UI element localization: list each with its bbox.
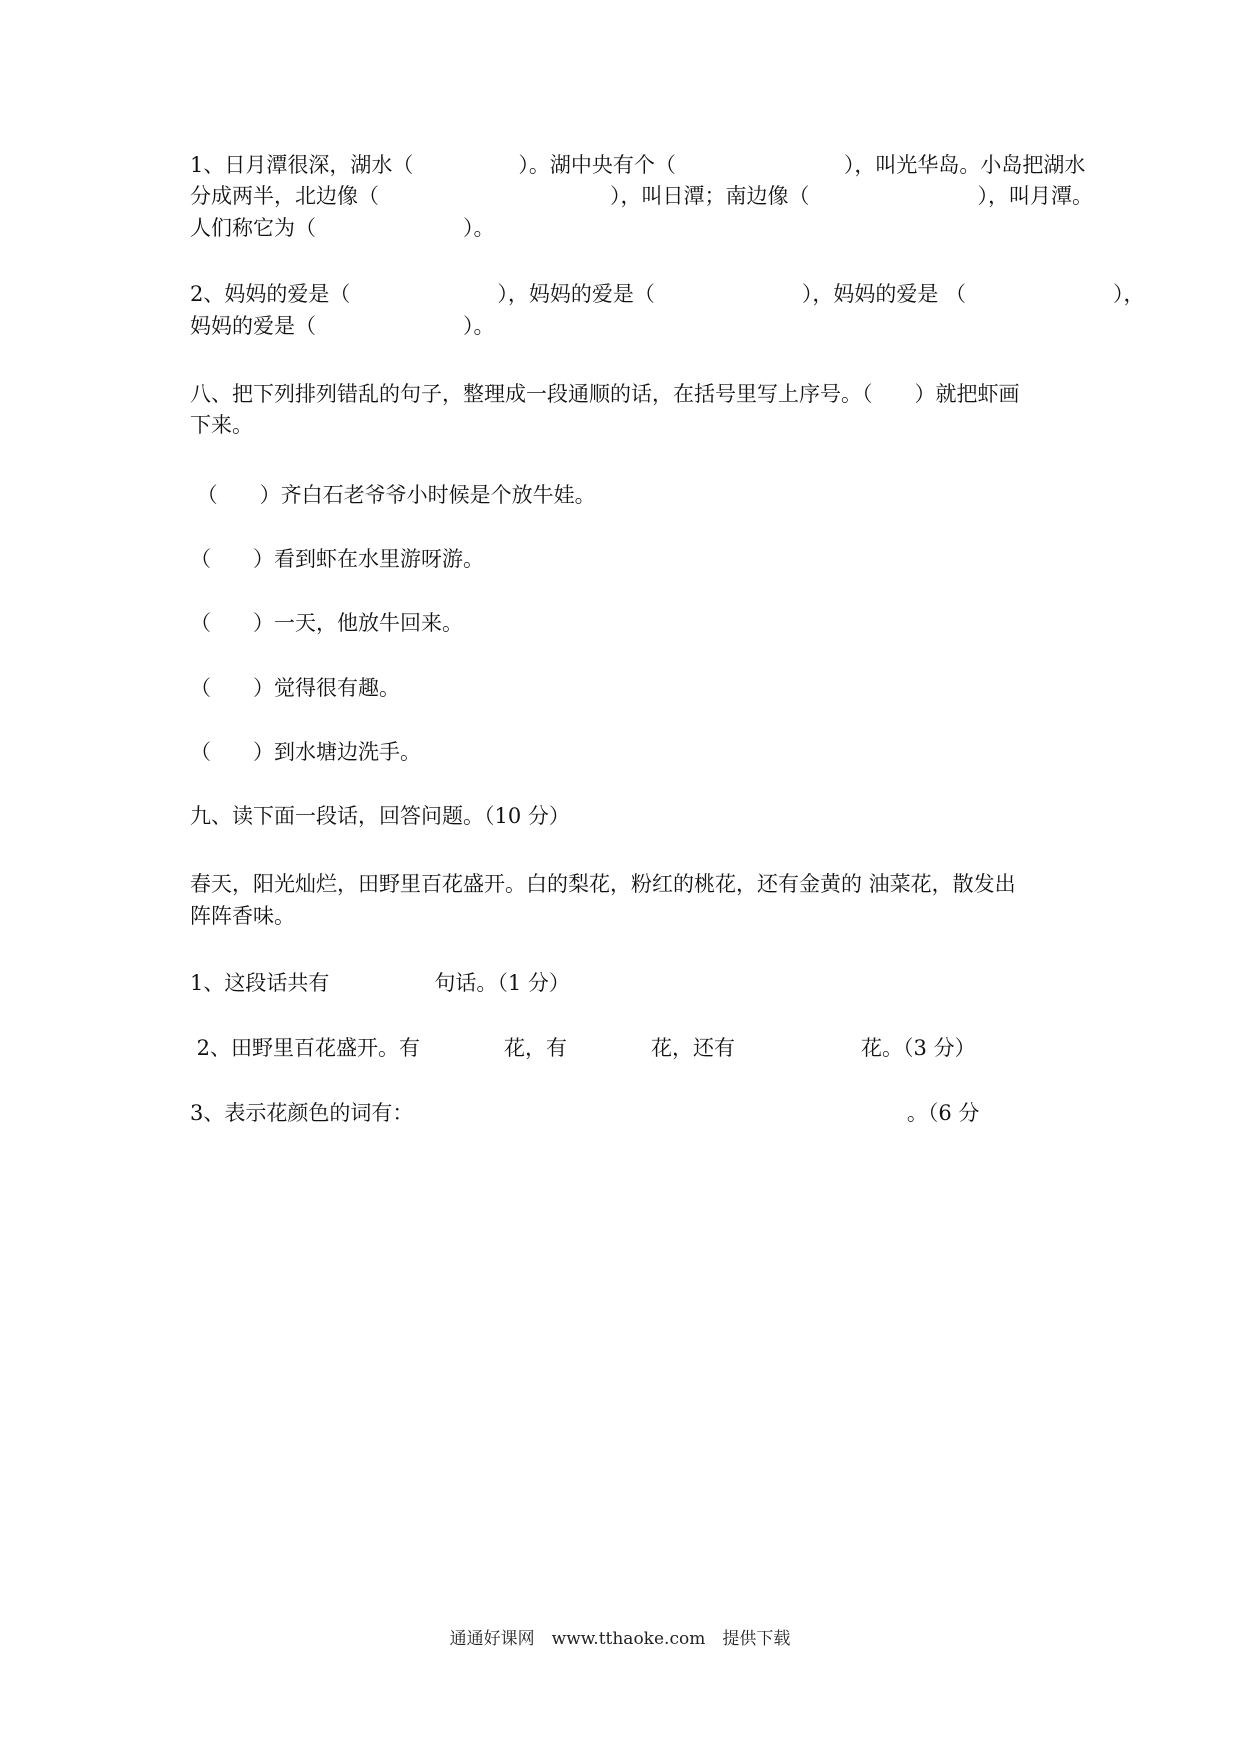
q9-sub3: 3、表示花颜色的词有： 。（6 分 <box>190 1101 980 1125</box>
q8-heading-line1: 八、把下列排列错乱的句子，整理成一段通顺的话，在括号里写上序号。（ ）就把虾画 <box>190 382 1020 406</box>
q9-sub2: 2、田野里百花盛开。有 花，有 花，还有 花。（3 分） <box>190 1036 976 1060</box>
q7-item1-line1: 1、日月潭很深，湖水（ ）。湖中央有个（ ），叫光华岛。小岛把湖水 <box>190 153 1086 177</box>
q8-item-1: （ ）齐白石老爷爷小时候是个放牛娃。 <box>190 483 596 507</box>
q9-sub1: 1、这段话共有 句话。（1 分） <box>190 971 570 995</box>
q9-passage-line1: 春天，阳光灿烂，田野里百花盛开。白的梨花，粉红的桃花，还有金黄的 油菜花，散发出 <box>190 872 1016 896</box>
q8-item-4: （ ）觉得很有趣。 <box>190 676 400 700</box>
q7-item1-line2: 分成两半，北边像（ ），叫日潭；南边像（ ），叫月潭。 <box>190 184 1093 208</box>
q8-item-2: （ ）看到虾在水里游呀游。 <box>190 547 484 571</box>
footer-credit: 通通好课网 www.tthaoke.com 提供下载 <box>449 1629 791 1649</box>
q8-item-3: （ ）一天，他放牛回来。 <box>190 611 463 635</box>
q7-item1-line3: 人们称它为（ ）。 <box>190 216 495 240</box>
q9-passage-line2: 阵阵香味。 <box>190 904 295 928</box>
q7-item2-line2: 妈妈的爱是（ ）。 <box>190 314 495 338</box>
q9-heading: 九、读下面一段话，回答问题。（10 分） <box>190 804 570 828</box>
q8-item-5: （ ）到水塘边洗手。 <box>190 740 421 764</box>
q7-item2-line1: 2、妈妈的爱是（ ），妈妈的爱是（ ），妈妈的爱是 （ ）， <box>190 282 1145 306</box>
q8-heading-line2: 下来。 <box>190 413 253 437</box>
